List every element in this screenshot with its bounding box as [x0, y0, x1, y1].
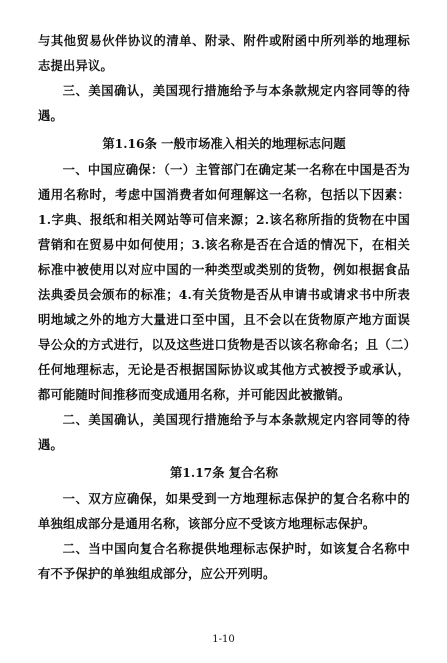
article-1-17-paragraph-1: 一、双方应确保，如果受到一方地理标志保护的复合名称中的单独组成部分是通用名称，该部分应不受该方地理标志保护。 — [38, 491, 410, 531]
document-page — [38, 28, 410, 586]
paragraph-continued: 与其他贸易伙伴协议的清单、附录、附件或附函中所列举的地理标志提出异议。 — [38, 33, 410, 73]
paragraph-us-confirm-1: 三、美国确认，美国现行措施给予与本条款规定内容同等的待遇。 — [38, 83, 410, 123]
article-1-17-heading: 第1.17条 复合名称 — [169, 465, 278, 480]
article-1-17-paragraph-2: 二、当中国向复合名称提供地理标志保护时，如该复合名称中有不予保护的单独组成部分，应公开列明。 — [38, 541, 410, 581]
article-1-16-heading: 第1.16条 一般市场准入相关的地理标志问题 — [102, 136, 346, 151]
article-1-16-paragraph-1: 一、中国应确保：（一）主管部门在确定某一名称在中国是否为通用名称时，考虑中国消费者如何理解这一名称，包括以下因素：1.字典、报纸和相关网站等可信来源；2.该名称所指的货物在中国营销和在贸易中如何使用；3.该名称是否在合适的情况下，在相关标准中被使用以对应中国的一种类型或类别的货物，例如根据食品法典委员会颁布的标准；4.有关货物是否从申请书或请求书中所表明地域之外的地方大量进口至中国，且不会以在货物原产地方面误导公众的方式进行，以及这些进口货物是否以该名称命名；且（二）任何地理标志，无论是否根据国际协议或其他方式被授予或承认，都可能随时间推移而变成通用名称，并可能因此被撤销。 — [38, 162, 410, 402]
article-1-16-paragraph-2: 二、美国确认，美国现行措施给予与本条款规定内容同等的待遇。 — [38, 412, 410, 452]
page-number: 1-10 — [212, 634, 235, 645]
